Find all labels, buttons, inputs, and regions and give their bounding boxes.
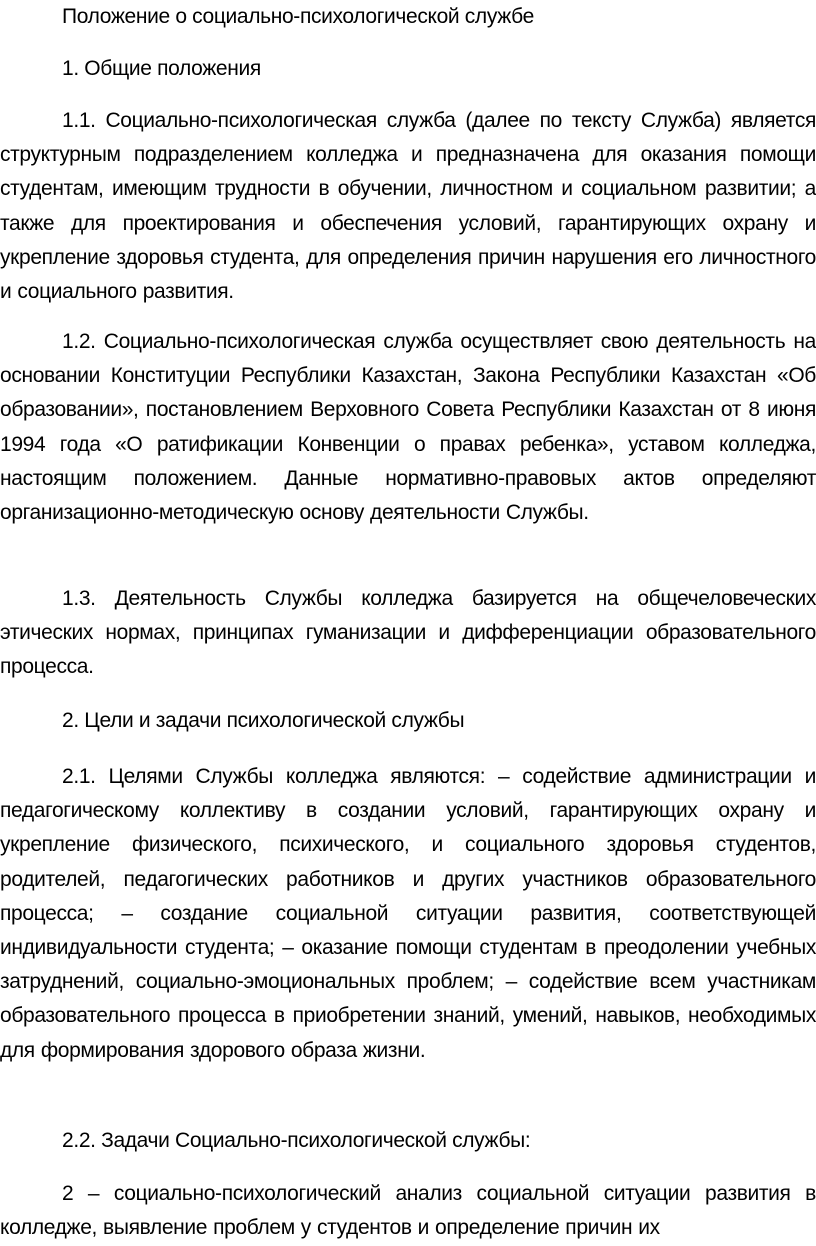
paragraph-1-1: 1.1. Социально-психологическая служба (далее по тексту Служба) является структурным подразделением колледжа и предназначена для оказания помощи студентам, имеющим трудности в обучении, личностном и социальном развитии; а также для проектирования и обеспечения условий, гарантирующих охрану и укрепление здоровья студента, для определения причин нарушения его личностного и социального развития. [0, 109, 816, 304]
document-title: Положение о социально-психологической службе [62, 5, 534, 28]
paragraph-1-3: 1.3. Деятельность Службы колледжа базируется на общечеловеческих этических нормах, принципах гуманизации и дифференциации образовательного процесса. [0, 587, 816, 679]
paragraph-1-2: 1.2. Социально-психологическая служба осуществляет свою деятельность на основании Конституции Республики Казахстан, Закона Республики Казахстан «Об образовании», постановлением Верховного Совета Республики Казахстан от 8 июня 1994 года «О ратификации Конвенции о правах ребенка», уставом колледжа, настоящим положением. Данные нормативно-правовых актов определяют организационно-методическую основу деятельности Службы. [0, 330, 816, 525]
paragraph-2-2: 2.2. Задачи Социально-психологической службы: [62, 1129, 531, 1152]
paragraph-2-list-item: 2 – социально-психологический анализ социальной ситуации развития в колледже, выявление проблем у студентов и определение причин их [0, 1182, 816, 1240]
section-2-heading: 2. Цели и задачи психологической службы [62, 709, 465, 732]
section-1-heading: 1. Общие положения [62, 57, 261, 80]
paragraph-2-1: 2.1. Целями Службы колледжа являются: – содействие администрации и педагогическому коллективу в создании условий, гарантирующих охрану и укрепление физического, психического, и социального здоровья студентов, родителей, педагогических работников и других участников образовательного процесса; – создание социальной ситуации развития, соответствующей индивидуальности студента; – оказание помощи студентам в преодолении учебных затруднений, социально-эмоциональных проблем; – содействие всем участникам образовательного процесса в приобретении знаний, умений, навыков, необходимых для формирования здорового образа жизни. [0, 765, 816, 1062]
